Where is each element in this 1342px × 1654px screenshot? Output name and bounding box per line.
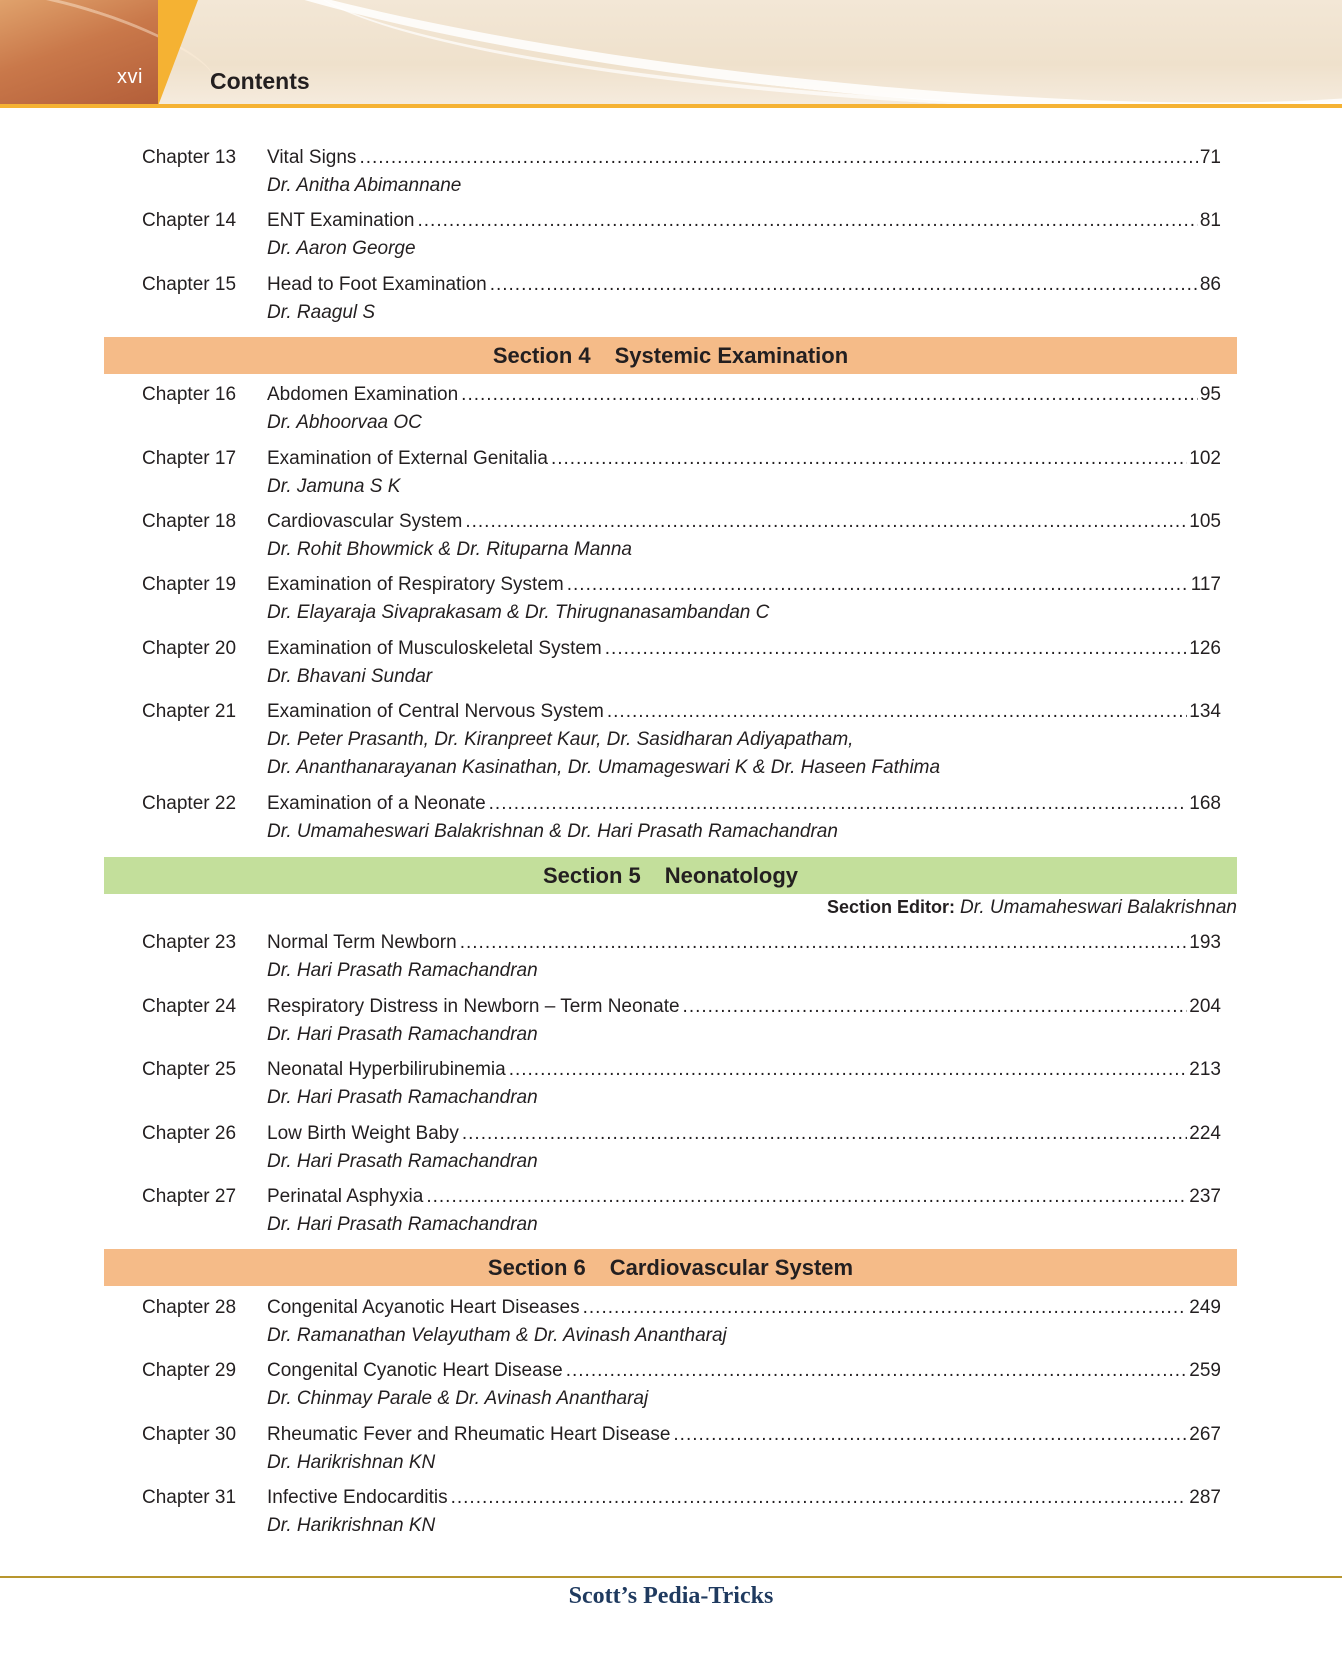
chapter-label: Chapter 31 <box>142 1487 237 1508</box>
chapter-title: Abdomen Examination <box>267 384 459 405</box>
chapter-author: Dr. Aaron George <box>267 238 416 259</box>
chapter-label: Chapter 17 <box>142 448 237 469</box>
section-heading <box>104 337 1237 374</box>
chapter-title: Perinatal Asphyxia <box>267 1186 424 1207</box>
running-title: Contents <box>210 68 310 94</box>
dot-leader <box>462 1122 1187 1146</box>
dot-leader <box>359 146 1197 170</box>
chapter-author: Dr. Hari Prasath Ramachandran <box>267 1214 538 1235</box>
dot-leader <box>607 700 1187 724</box>
chapter-label: Chapter 30 <box>142 1424 237 1445</box>
chapter-label: Chapter 27 <box>142 1186 237 1207</box>
chapter-author: Dr. Hari Prasath Ramachandran <box>267 1087 538 1108</box>
chapter-label: Chapter 20 <box>142 638 237 659</box>
footer-rule <box>0 1576 1342 1578</box>
chapter-author: Dr. Anitha Abimannane <box>267 175 462 196</box>
page-ref: 126 <box>1189 638 1221 659</box>
chapter-label: Chapter 21 <box>142 701 237 722</box>
chapter-title-line <box>267 995 1221 1019</box>
chapter-author: Dr. Peter Prasanth, Dr. Kiranpreet Kaur, Dr. Sasidharan Adiyapatham, <box>267 729 854 750</box>
chapter-label: Chapter 23 <box>142 932 237 953</box>
chapter-title-line <box>267 146 1221 170</box>
chapter-author: Dr. Hari Prasath Ramachandran <box>267 1151 538 1172</box>
chapter-author: Dr. Bhavani Sundar <box>267 666 433 687</box>
dot-leader <box>461 383 1198 407</box>
chapter-title: Cardiovascular System <box>267 511 463 532</box>
chapter-title: Examination of Central Nervous System <box>267 701 604 722</box>
section-editor-name: Dr. Umamaheswari Balakrishnan <box>959 897 1237 918</box>
footer-book-title: Scott’s Pedia-Tricks <box>568 1583 774 1609</box>
chapter-title-line <box>267 792 1221 816</box>
dot-leader <box>583 1296 1188 1320</box>
chapter-title-line <box>267 1486 1221 1510</box>
chapter-label: Chapter 28 <box>142 1297 237 1318</box>
chapter-label: Chapter 24 <box>142 996 237 1017</box>
dot-leader <box>465 510 1187 534</box>
chapter-title-line <box>267 1359 1221 1383</box>
dot-leader <box>489 792 1188 816</box>
chapter-title: Rheumatic Fever and Rheumatic Heart Disease <box>267 1424 671 1445</box>
page-ref: 105 <box>1189 511 1221 532</box>
chapter-title: Examination of External Genitalia <box>267 448 548 469</box>
chapter-title-line <box>267 1058 1221 1082</box>
chapter-author: Dr. Umamaheswari Balakrishnan & Dr. Hari Prasath Ramachandran <box>267 821 838 842</box>
chapter-label: Chapter 14 <box>142 210 237 231</box>
dot-leader <box>567 573 1189 597</box>
section-editor-label: Section Editor: <box>826 897 955 917</box>
chapter-title: Neonatal Hyperbilirubinemia <box>267 1059 506 1080</box>
chapter-author: Dr. Elayaraja Sivaprakasam & Dr. Thirugnanasambandan C <box>267 602 770 623</box>
chapter-title-line <box>267 209 1221 233</box>
chapter-title: Congenital Cyanotic Heart Disease <box>267 1360 563 1381</box>
section-number: Section 5 <box>542 862 641 888</box>
chapter-label: Chapter 29 <box>142 1360 237 1381</box>
chapter-title: Respiratory Distress in Newborn – Term Neonate <box>267 996 680 1017</box>
page-ref: 71 <box>1199 147 1221 168</box>
chapter-title: Examination of Musculoskeletal System <box>267 638 602 659</box>
chapter-title: Examination of a Neonate <box>267 793 486 814</box>
page-ref: 134 <box>1189 701 1221 722</box>
dot-leader <box>418 209 1198 233</box>
dot-leader <box>509 1058 1188 1082</box>
chapter-label: Chapter 22 <box>142 793 237 814</box>
chapter-title-line <box>267 573 1221 597</box>
page-ref: 259 <box>1189 1360 1221 1381</box>
chapter-label: Chapter 25 <box>142 1059 237 1080</box>
chapter-title-line <box>267 1122 1221 1146</box>
page-ref: 81 <box>1199 210 1221 231</box>
page-ref: 267 <box>1189 1424 1221 1445</box>
page-ref: 224 <box>1189 1123 1221 1144</box>
dot-leader <box>460 931 1188 955</box>
chapter-title: Examination of Respiratory System <box>267 574 564 595</box>
dot-leader <box>683 995 1188 1019</box>
chapter-title: Normal Term Newborn <box>267 932 457 953</box>
section-title: Neonatology <box>664 862 799 888</box>
page-ref: 102 <box>1189 448 1221 469</box>
dot-leader <box>490 273 1198 297</box>
section-number: Section 4 <box>492 342 591 368</box>
section-editor <box>827 897 1237 919</box>
chapter-title-line <box>267 510 1221 534</box>
page-ref: 95 <box>1199 384 1221 405</box>
chapter-author: Dr. Abhoorvaa OC <box>267 412 422 433</box>
dot-leader <box>605 637 1188 661</box>
chapter-title-line <box>267 273 1221 297</box>
chapter-title-line <box>267 700 1221 724</box>
dot-leader <box>551 447 1187 471</box>
chapter-title-line <box>267 1296 1221 1320</box>
chapter-title: ENT Examination <box>267 210 415 231</box>
chapter-label: Chapter 13 <box>142 147 237 168</box>
header-tab-accent <box>158 0 198 106</box>
page-number-box <box>0 0 158 106</box>
section-number: Section 6 <box>487 1254 586 1280</box>
chapter-author: Dr. Jamuna S K <box>267 476 401 497</box>
chapter-author: Dr. Chinmay Parale & Dr. Avinash Anantharaj <box>267 1388 649 1409</box>
page-ref: 86 <box>1199 274 1221 295</box>
dot-leader <box>673 1423 1187 1447</box>
chapter-author: Dr. Hari Prasath Ramachandran <box>267 1024 538 1045</box>
dot-leader <box>451 1486 1188 1510</box>
decorative-swoosh <box>296 0 1342 108</box>
chapter-title: Congenital Acyanotic Heart Diseases <box>267 1297 580 1318</box>
chapter-title-line <box>267 931 1221 955</box>
page-ref: 213 <box>1189 1059 1221 1080</box>
chapter-author: Dr. Raagul S <box>267 302 376 323</box>
chapter-author: Dr. Harikrishnan KN <box>267 1452 436 1473</box>
page-ref: 168 <box>1189 793 1221 814</box>
chapter-title-line <box>267 1423 1221 1447</box>
chapter-label: Chapter 18 <box>142 511 237 532</box>
page-ref: 287 <box>1189 1487 1221 1508</box>
chapter-title-line <box>267 637 1221 661</box>
header-rule <box>0 104 1342 108</box>
page-ref: 237 <box>1189 1186 1221 1207</box>
dot-leader <box>426 1185 1187 1209</box>
chapter-title-line <box>267 447 1221 471</box>
page-ref: 193 <box>1189 932 1221 953</box>
chapter-author: Dr. Ramanathan Velayutham & Dr. Avinash Anantharaj <box>267 1325 727 1346</box>
chapter-author: Dr. Ananthanarayanan Kasinathan, Dr. Umamageswari K & Dr. Haseen Fathima <box>267 757 941 778</box>
chapter-author: Dr. Hari Prasath Ramachandran <box>267 960 538 981</box>
page-ref: 117 <box>1190 574 1221 595</box>
page-ref: 249 <box>1189 1297 1221 1318</box>
chapter-author: Dr. Harikrishnan KN <box>267 1515 436 1536</box>
chapter-title: Low Birth Weight Baby <box>267 1123 459 1144</box>
page-ref: 204 <box>1189 996 1221 1017</box>
section-heading <box>104 857 1237 894</box>
chapter-author: Dr. Rohit Bhowmick & Dr. Rituparna Manna <box>267 539 632 560</box>
chapter-label: Chapter 15 <box>142 274 237 295</box>
header-banner <box>0 0 1342 108</box>
chapter-title: Vital Signs <box>267 147 357 168</box>
chapter-title-line <box>267 383 1221 407</box>
chapter-label: Chapter 26 <box>142 1123 237 1144</box>
chapter-label: Chapter 16 <box>142 384 237 405</box>
chapter-title-line <box>267 1185 1221 1209</box>
dot-leader <box>566 1359 1188 1383</box>
chapter-title: Infective Endocarditis <box>267 1487 448 1508</box>
section-heading <box>104 1249 1237 1286</box>
section-title: Systemic Examination <box>614 342 849 368</box>
page-number: xvi <box>117 66 143 88</box>
chapter-title: Head to Foot Examination <box>267 274 487 295</box>
section-title: Cardiovascular System <box>609 1254 854 1280</box>
chapter-label: Chapter 19 <box>142 574 237 595</box>
